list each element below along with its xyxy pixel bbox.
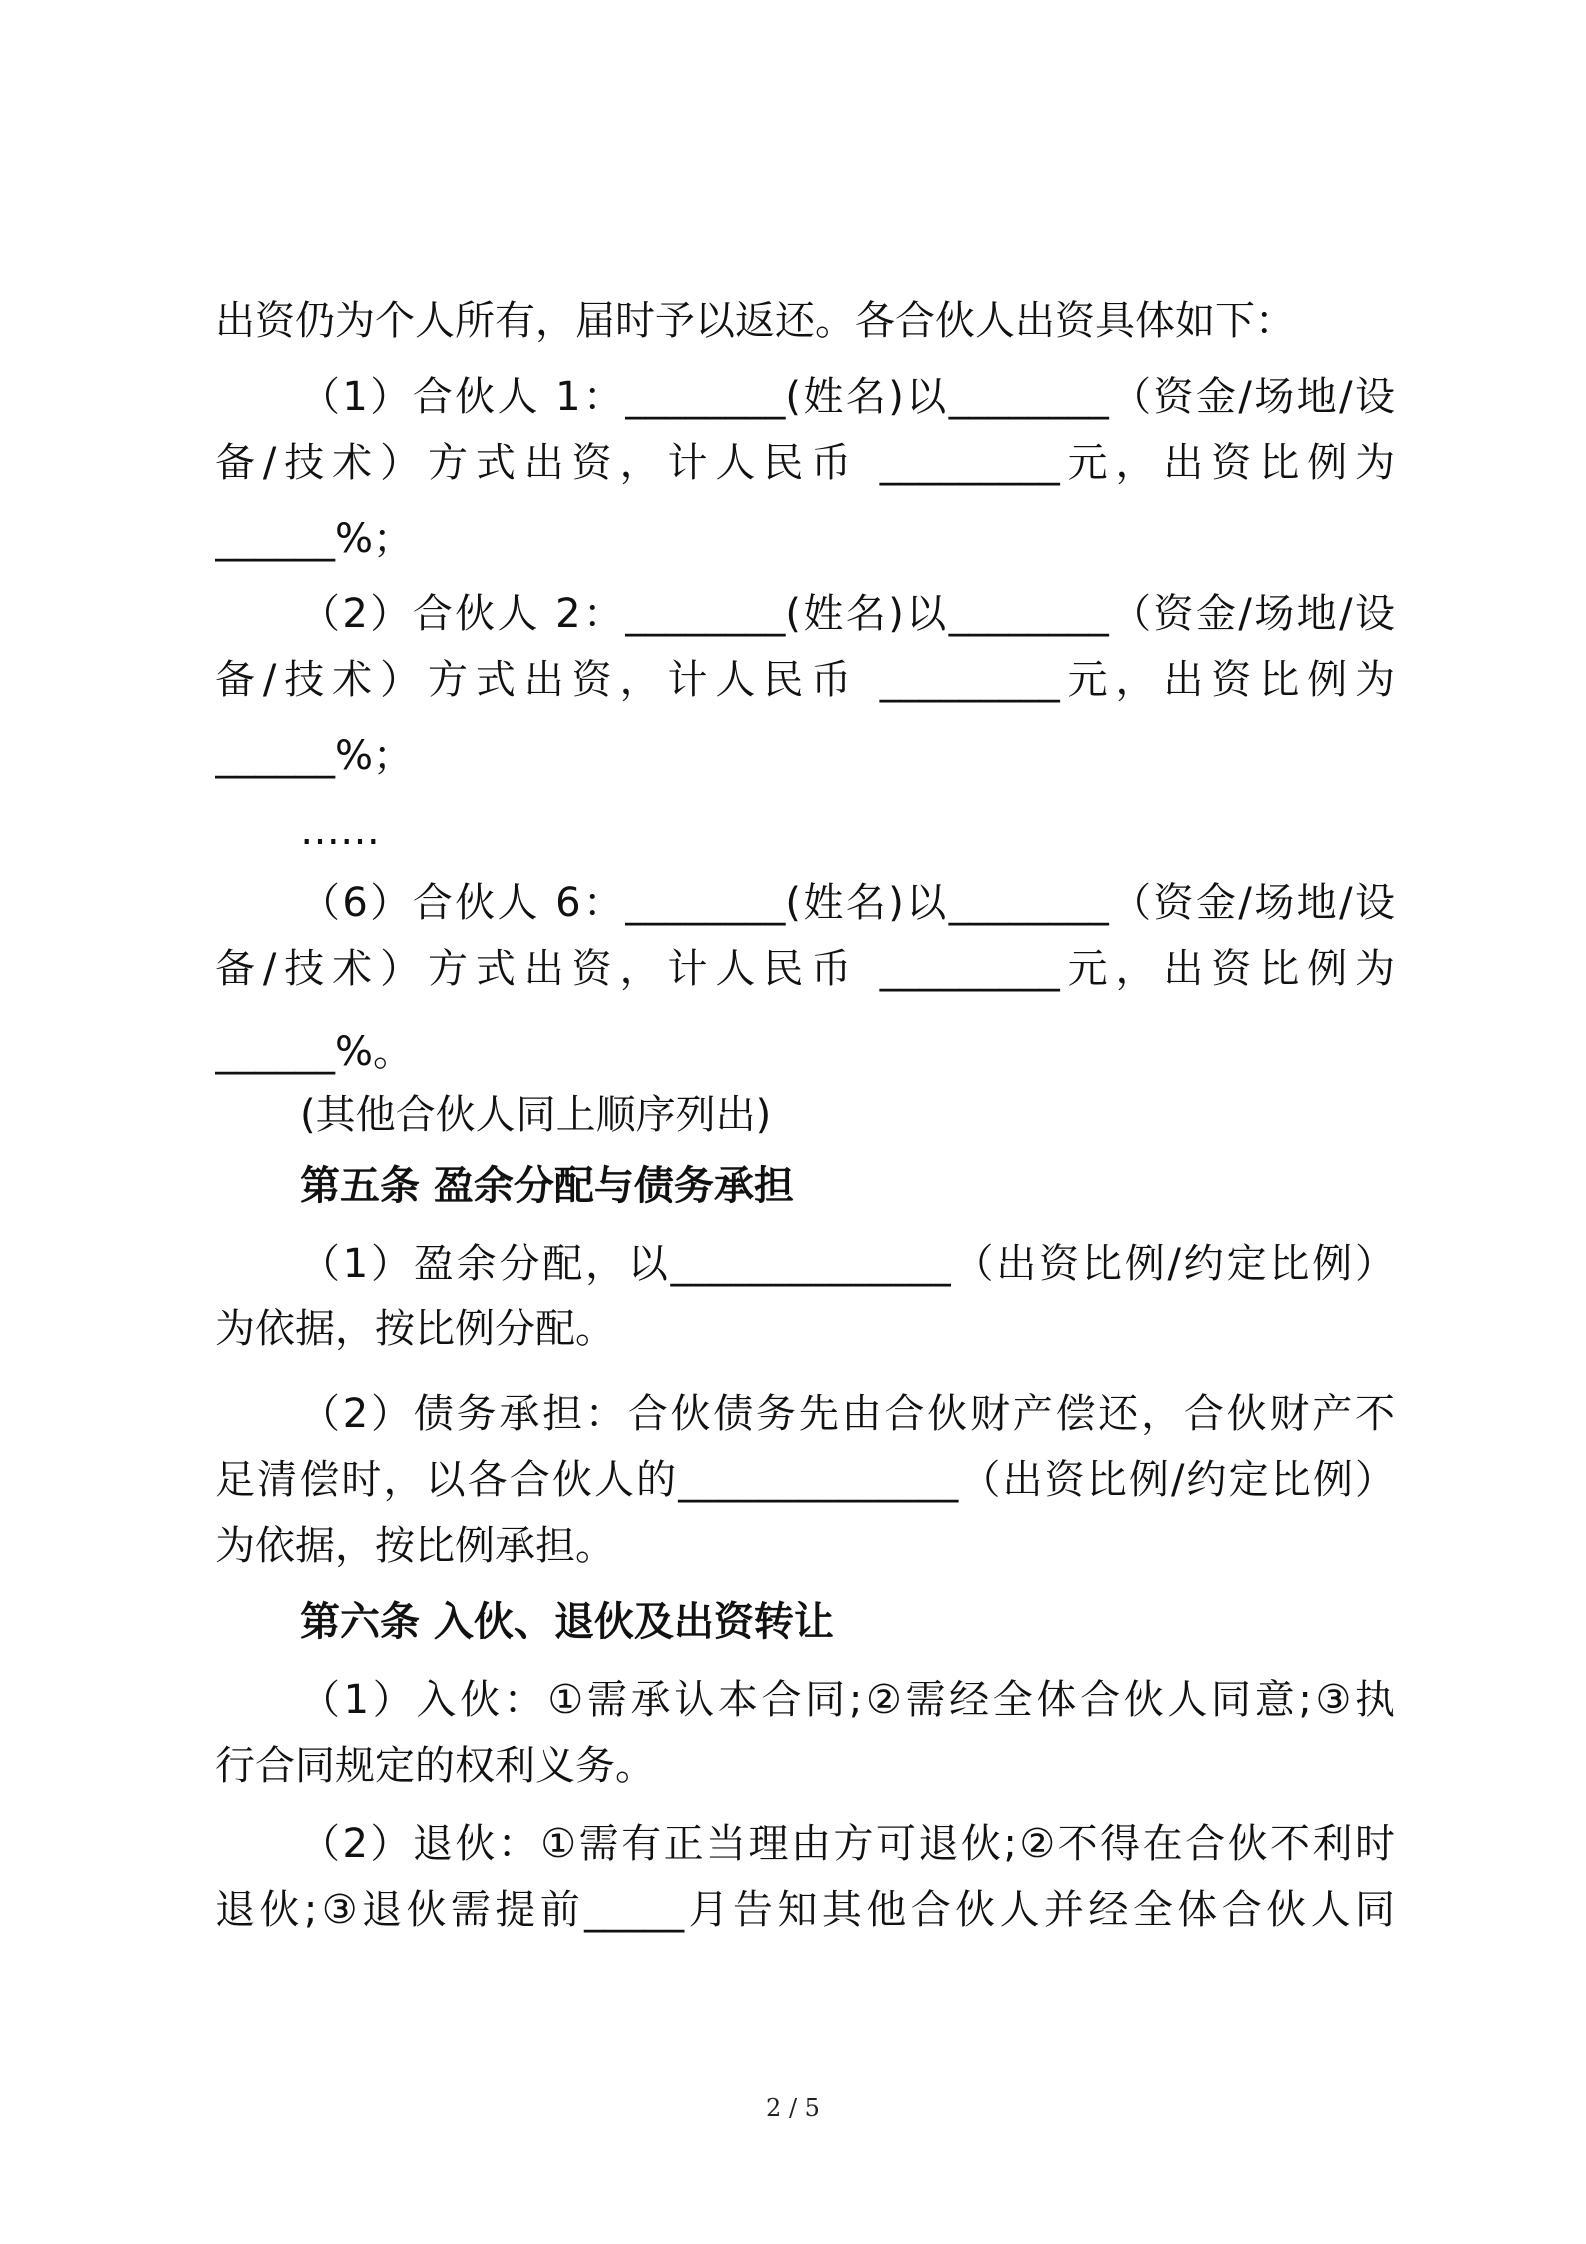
text-line: ______%。 [215,1029,414,1075]
text-line: 备/技术）方式出资，计人民币 _________元，出资比例为 [215,946,1395,992]
withdrawal-clause: （2）退伙：①需有正当理由方可退伙;②不得在合伙不利时 [300,1821,1395,1867]
text-line: 出资仍为个人所有，届时予以返还。各合伙人出资具体如下： [215,298,1295,344]
contribution-item-6: （6）合伙人 6：________(姓名)以________（资金/场地/设 [300,880,1395,926]
admission-clause: （1）入伙：①需承认本合同;②需经全体合伙人同意;③执 [300,1677,1395,1723]
article-5-heading: 第五条 盈余分配与债务承担 [300,1163,794,1209]
text-line: ______%； [215,516,414,562]
text-line: 备/技术）方式出资，计人民币 _________元，出资比例为 [215,440,1395,486]
note-line: (其他合伙人同上顺序列出) [300,1092,772,1138]
text-line: 行合同规定的权利义务。 [215,1743,655,1789]
text-line: 足清偿时，以各合伙人的______________（出资比例/约定比例） [215,1457,1395,1503]
text-line: 退伙;③退伙需提前_____月告知其他合伙人并经全体合伙人同 [215,1887,1395,1933]
article-6-heading: 第六条 入伙、退伙及出资转让 [300,1599,834,1645]
page-number: 2 / 5 [766,2094,820,2122]
contribution-item-2: （2）合伙人 2：________(姓名)以________（资金/场地/设 [300,591,1395,637]
text-line: 为依据，按比例分配。 [215,1306,615,1352]
contribution-item-1: （1）合伙人 1：________(姓名)以________（资金/场地/设 [300,374,1395,420]
ellipsis-line: …… [300,808,380,854]
profit-distribution-clause: （1）盈余分配，以______________（出资比例/约定比例） [300,1241,1395,1287]
debt-clause: （2）债务承担：合伙债务先由合伙财产偿还，合伙财产不 [300,1391,1395,1437]
text-line: ______%； [215,733,414,779]
text-line: 备/技术）方式出资，计人民币 _________元，出资比例为 [215,657,1395,703]
text-line: 为依据，按比例承担。 [215,1523,615,1569]
